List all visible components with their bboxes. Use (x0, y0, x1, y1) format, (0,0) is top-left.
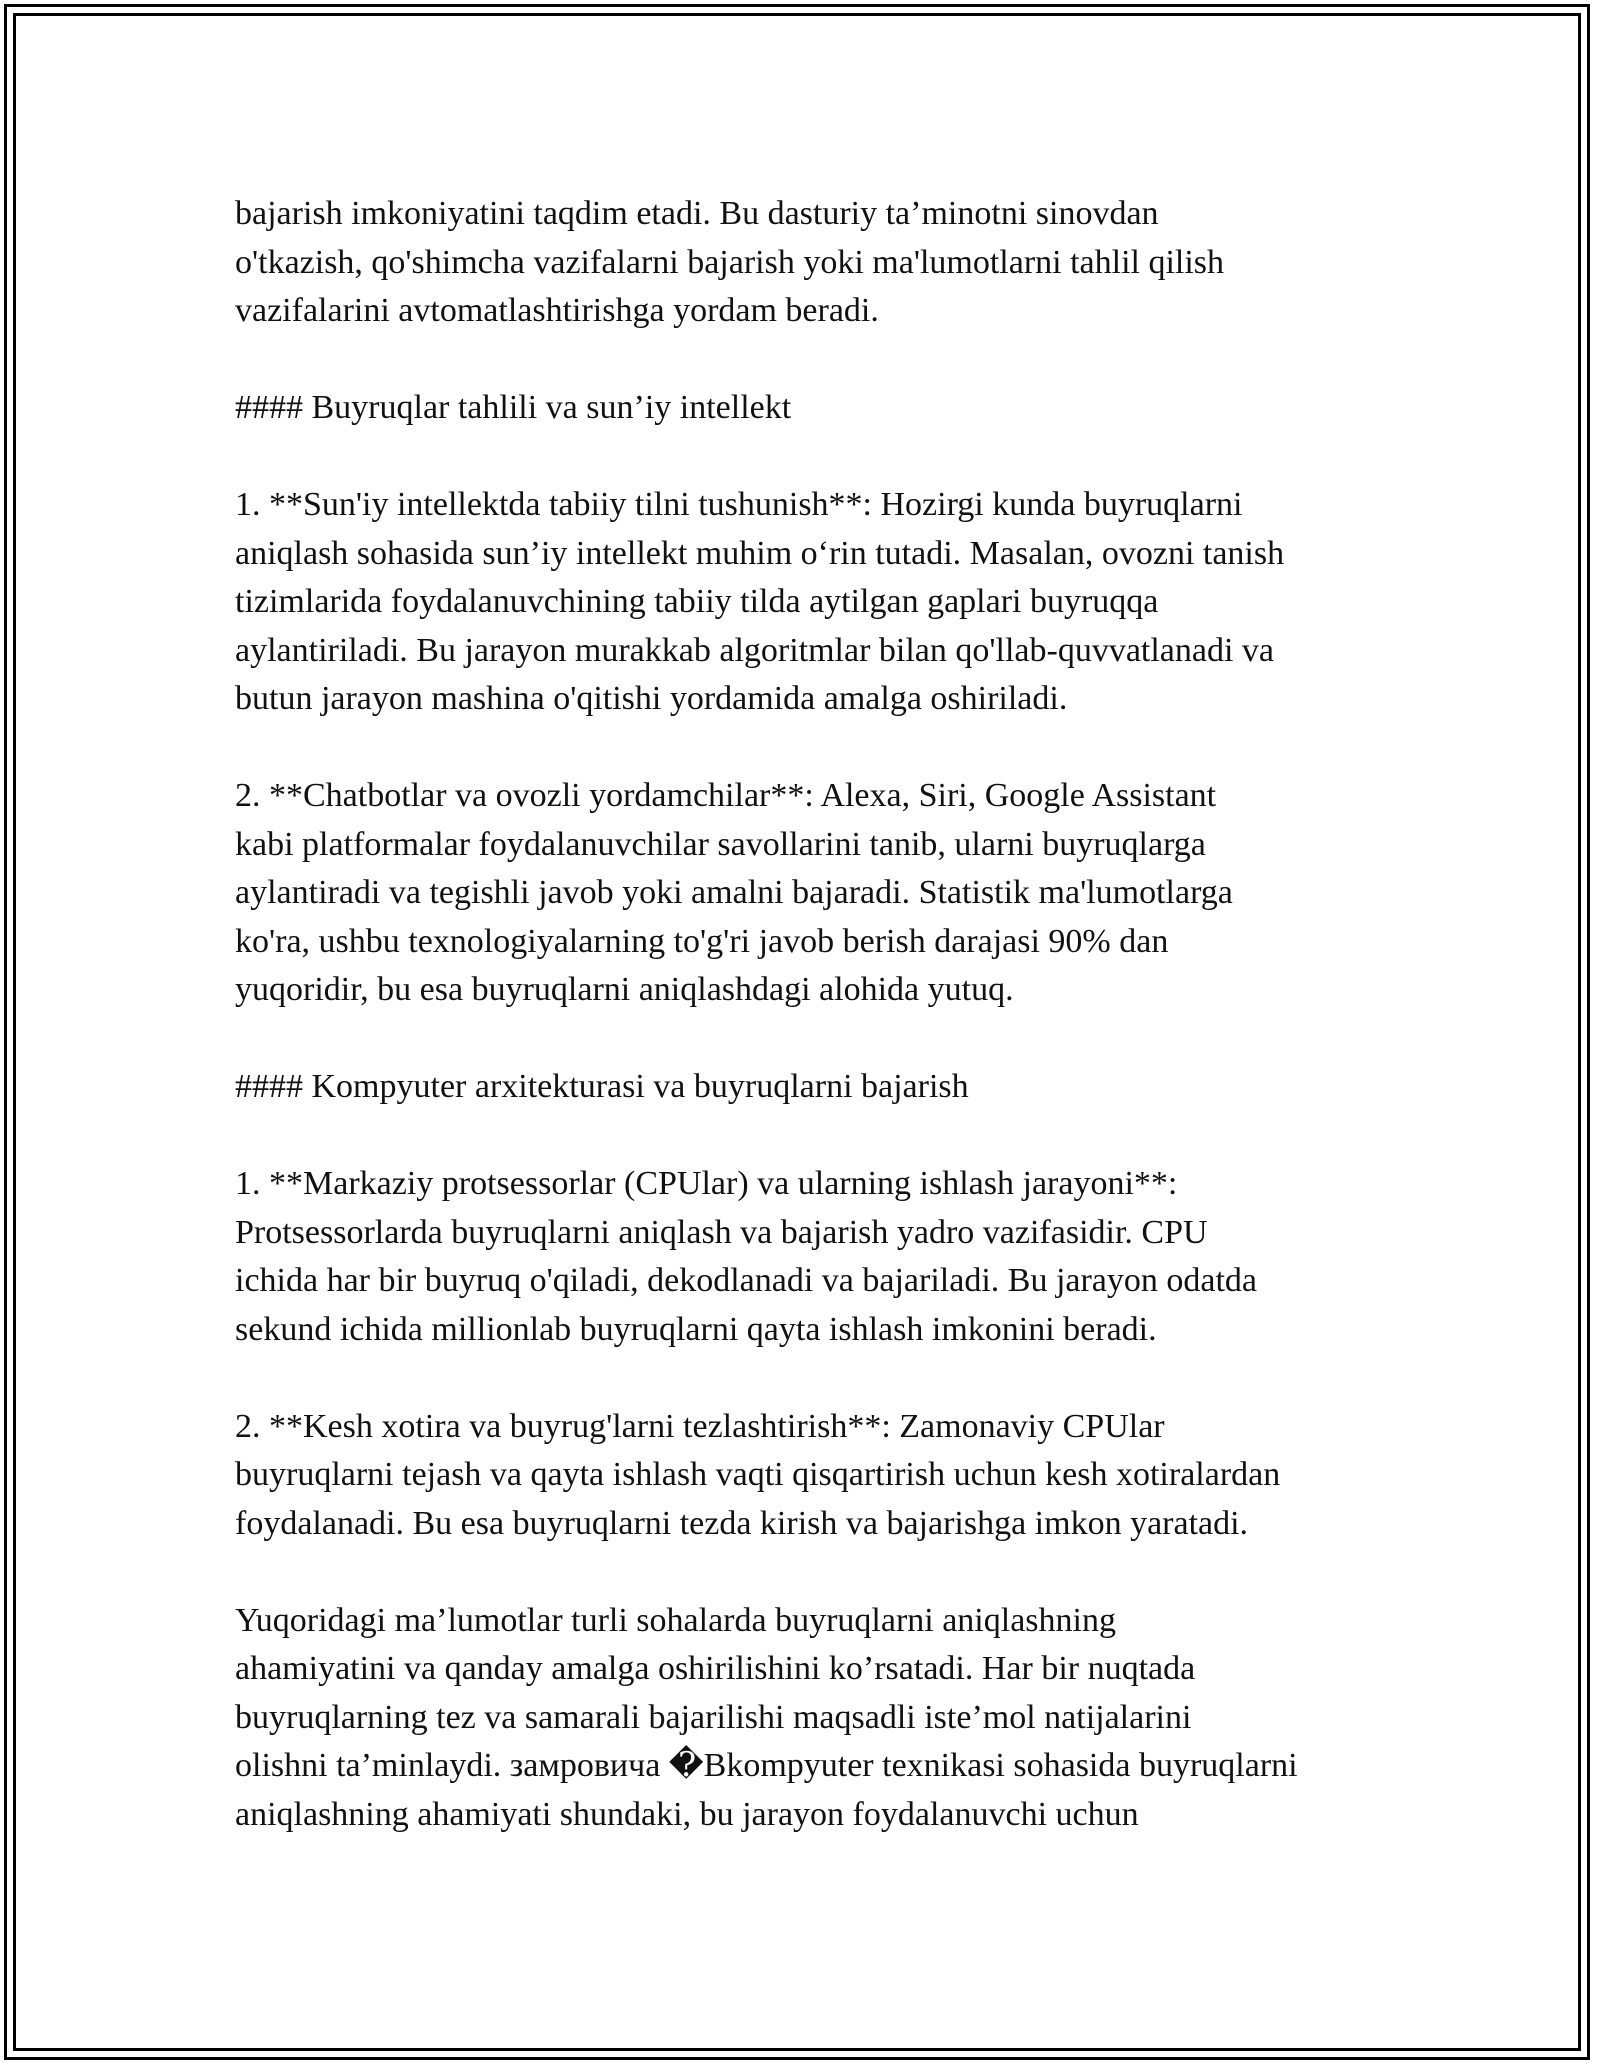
paragraph-conclusion: Yuqoridagi ma’lumotlar turli sohalarda buyruqlarni aniqlashning ahamiyatini va qanday amalga oshirilishini ko’rsatadi. Har bir nuqtada buyruqlarning tez va samarali bajarilishi maqsadli iste’mol natijalarini olishni ta’minlaydi. замровича �Вkompyuter texnikasi sohasida buyruqlarni aniqlashning ahamiyati shundaki, bu jarayon foydalanuvchi uchun (235, 1601, 1298, 1833)
list-item-natural-language: 1. **Sun'iy intellektda tabiiy tilni tushunish**: Hozirgi kunda buyruqlarni aniqlash sohasida sun’iy intellekt muhim o‘rin tutadi. Masalan, ovozni tanish tizimlarida foydalanuvchining tabiiy tilda aytilgan gaplari buyruqqa aylantiriladi. Bu jarayon murakkab algoritmlar bilan qo'llab-quvvatlanadi va butun jarayon mashina o'qitishi yordamida amalga oshiriladi. (235, 486, 1285, 717)
heading-computer-architecture: #### Kompyuter arxitekturasi va buyruqlarni bajarish (235, 1068, 969, 1105)
list-item-cpu: 1. **Markaziy protsessorlar (CPUlar) va ularning ishlash jarayoni**: Protsessorlarda buyruqlarni aniqlash va bajarish yadro vazifasidir. CPU ichida har bir buyruq o'qiladi, dekodlanadi va bajariladi. Bu jarayon odatda sekund ichida millionlab buyruqlarni qayta ishlash imkonini beradi. (235, 1165, 1258, 1348)
document-body (235, 190, 1375, 1839)
list-item-chatbots: 2. **Chatbotlar va ovozli yordamchilar**: Alexa, Siri, Google Assistant kabi platformalar foydalanuvchilar savollarini tanib, ularni buyruqlarga aylantiradi va tegishli javob yoki amalni bajaradi. Statistik ma'lumotlarga ko'ra, ushbu texnologiyalarning to'g'ri javob berish darajasi 90% dan yuqoridir, bu esa buyruqlarni aniqlashdagi alohida yutuq. (235, 777, 1233, 1008)
heading-commands-analysis-ai: #### Buyruqlar tahlili va sun’iy intellekt (235, 389, 792, 426)
paragraph-intro-continuation: bajarish imkoniyatini taqdim etadi. Bu dasturiy ta’minotni sinovdan o'tkazish, qo'shimcha vazifalarni bajarish yoki ma'lumotlarni tahlil qilish vazifalarini avtomatlashtirishga yordam beradi. (235, 195, 1225, 329)
list-item-cache: 2. **Kesh xotira va buyrug'larni tezlashtirish**: Zamonaviy CPUlar buyruqlarni tejash va qayta ishlash vaqti qisqartirish uchun kesh xotiralardan foydalanadi. Bu esa buyruqlarni tezda kirish va bajarishga imkon yaratadi. (235, 1407, 1281, 1542)
